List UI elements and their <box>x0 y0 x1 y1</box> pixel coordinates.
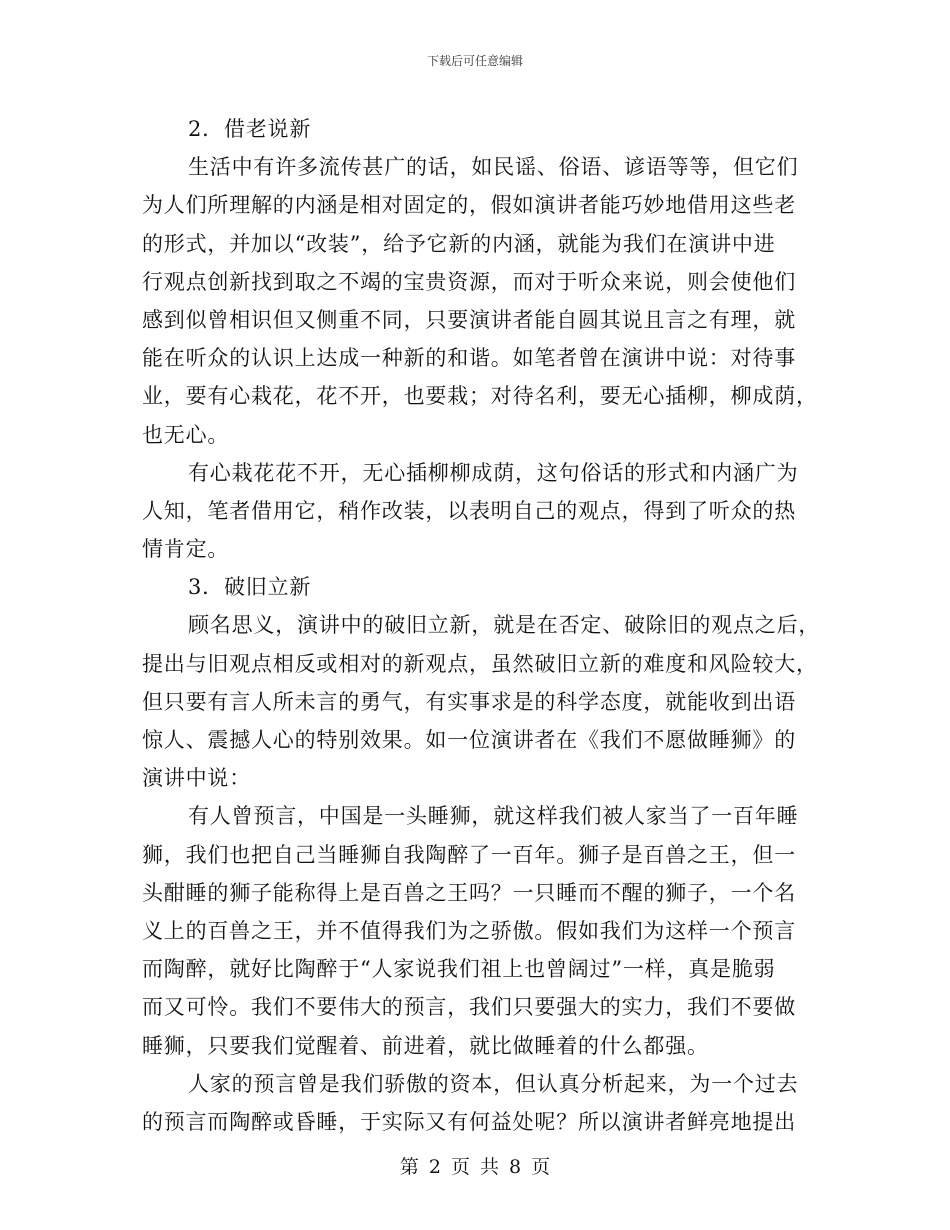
text-line: 生活中有许多流传甚广的话，如民谣、俗语、谚语等等，但它们 <box>188 155 799 180</box>
text-line: 的形式，并加以“改装”，给予它新的内涵，就能为我们在演讲中进 <box>142 231 776 256</box>
text-line: 的预言而陶醉或昏睡，于实际又有何益处呢？所以演讲者鲜亮地提出 <box>142 1109 796 1134</box>
text-line: 能在听众的认识上达成一种新的和谐。如笔者曾在演讲中说：对待事 <box>142 346 796 371</box>
text-line: 而陶醉，就好比陶醉于“人家说我们祖上也曾阔过”一样，真是脆弱 <box>142 957 776 982</box>
text-line: 惊人、震撼人心的特别效果。如一位演讲者在《我们不愿做睡狮》的 <box>142 728 796 752</box>
document-body <box>142 110 821 1141</box>
section-heading: 2．借老说新 <box>188 117 312 141</box>
text-line: 演讲中说： <box>142 766 251 791</box>
text-line: 人知，笔者借用它，稍作改装，以表明自己的观点，得到了听众的热 <box>142 498 796 523</box>
text-line: 为人们所理解的内涵是相对固定的，假如演讲者能巧妙地借用这些老 <box>142 193 796 218</box>
text-line: 睡狮，只要我们觉醒着、前进着，就比做睡着的什么都强。 <box>142 1033 709 1058</box>
text-line: 顾名思义，演讲中的破旧立新，就是在否定、破除旧的观点之后， <box>188 613 821 638</box>
text-line: 义上的百兽之王，并不值得我们为之骄傲。假如我们为这样一个预言 <box>142 918 796 943</box>
text-line: 感到似曾相识但又侧重不同，只要演讲者能自圆其说且言之有理，就 <box>142 307 796 332</box>
text-line: 头酣睡的狮子能称得上是百兽之王吗？一只睡而不醒的狮子，一个名 <box>142 880 796 905</box>
page-header-note: 下载后可任意编辑 <box>426 54 523 68</box>
text-line: 情肯定。 <box>142 537 230 562</box>
text-line: 业，要有心栽花，花不开，也要栽；对待名利，要无心插柳，柳成荫， <box>142 384 818 409</box>
text-line: 有心栽花花不开，无心插柳柳成荫，这句俗话的形式和内涵广为 <box>188 460 799 485</box>
text-line: 行观点创新找到取之不竭的宝贵资源，而对于听众来说，则会使他们 <box>142 269 796 294</box>
text-line: 提出与旧观点相反或相对的新观点，虽然破旧立新的难度和风险较大， <box>142 651 818 676</box>
text-line: 有人曾预言，中国是一头睡狮，就这样我们被人家当了一百年睡 <box>188 804 799 829</box>
page-number: 第 2 页 共 8 页 <box>399 1156 551 1178</box>
text-line: 人家的预言曾是我们骄傲的资本，但认真分析起来，为一个过去 <box>188 1071 799 1096</box>
section-heading: 3．破旧立新 <box>188 575 312 600</box>
text-line: 但只要有言人所未言的勇气，有实事求是的科学态度，就能收到出语 <box>142 689 796 714</box>
text-line: 也无心。 <box>142 422 230 447</box>
text-line: 而又可怜。我们不要伟大的预言，我们只要强大的实力，我们不要做 <box>142 995 796 1020</box>
text-line: 狮，我们也把自己当睡狮自我陶醉了一百年。狮子是百兽之王，但一 <box>142 842 796 867</box>
